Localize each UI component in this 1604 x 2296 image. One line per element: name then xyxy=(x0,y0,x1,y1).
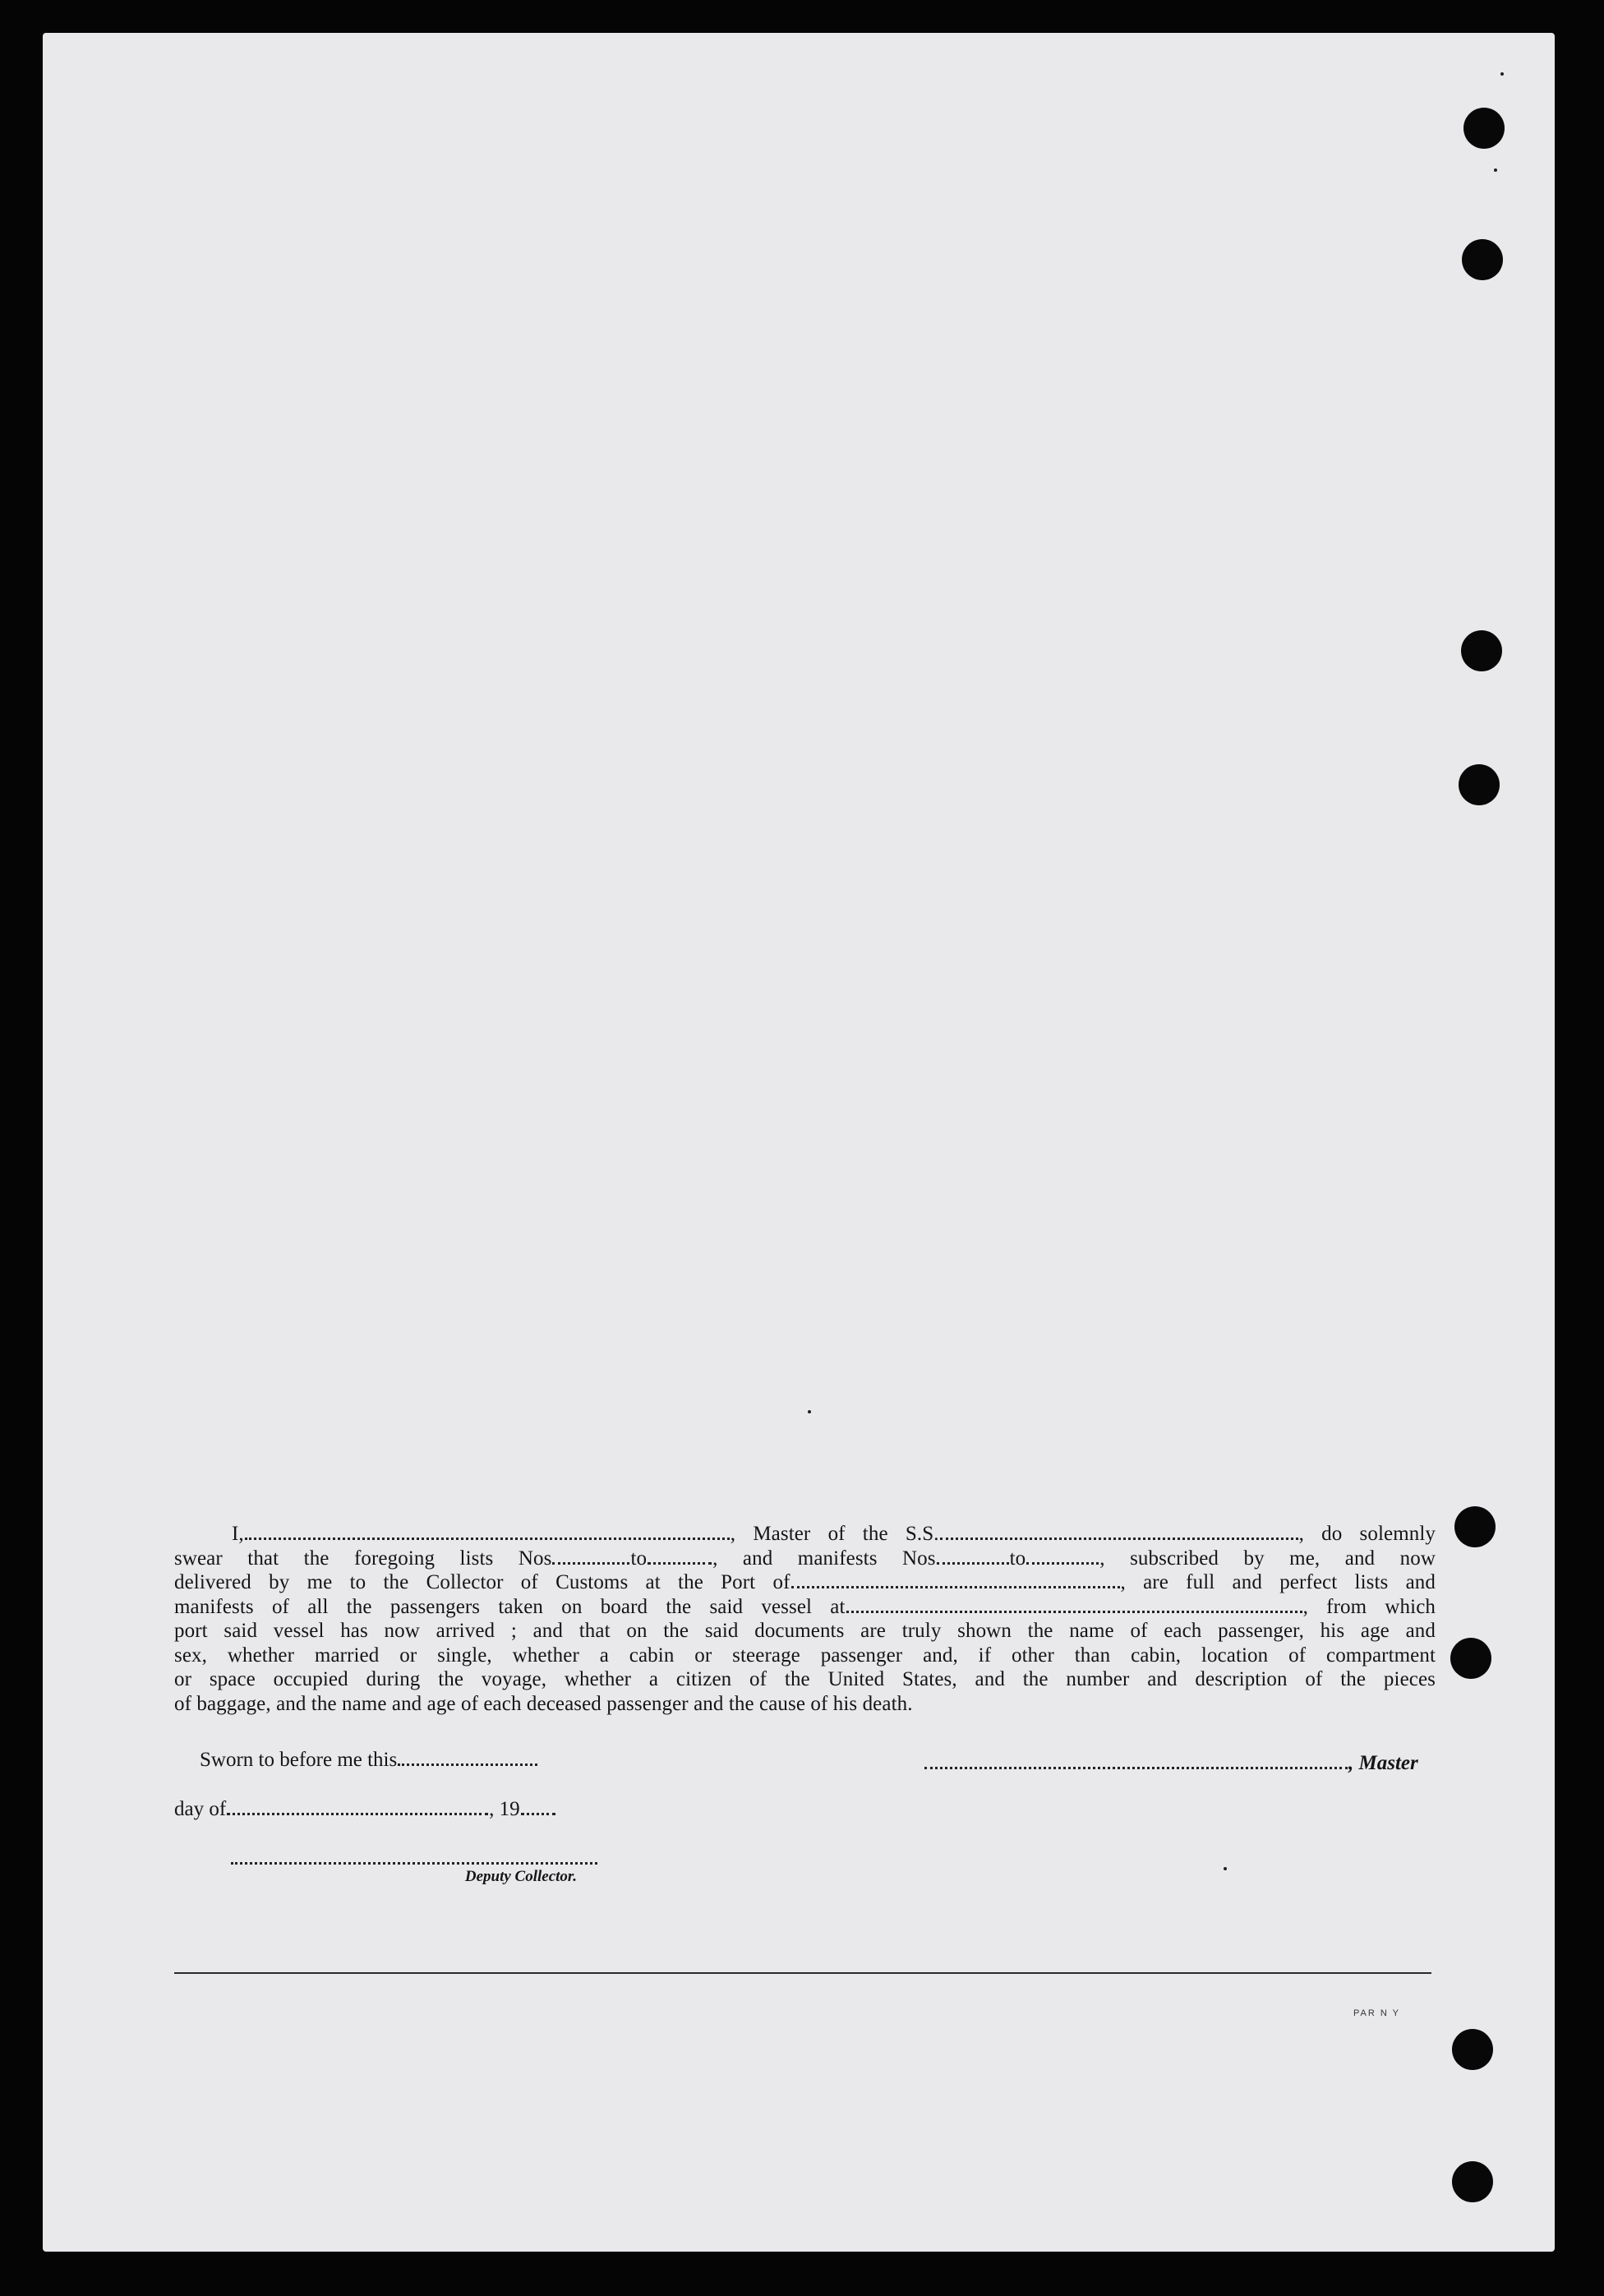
binder-hole xyxy=(1461,630,1502,671)
binder-hole xyxy=(1454,1506,1496,1547)
binder-hole xyxy=(1462,239,1503,280)
port-blank xyxy=(791,1573,1120,1588)
year-label: , 19 xyxy=(489,1798,520,1820)
oath-text: port said vessel has now arrived ; and that on the said documents are truly shown the name of each passenger, his age and xyxy=(174,1620,1436,1642)
oath-text: , Master of the S.S. xyxy=(730,1523,939,1545)
binder-hole xyxy=(1459,764,1500,805)
oath-text: swear that the foregoing lists Nos xyxy=(174,1547,552,1570)
deputy-signature-blank xyxy=(231,1849,597,1865)
sworn-line xyxy=(200,1749,538,1772)
list-from-blank xyxy=(552,1549,629,1565)
day-label: day of xyxy=(174,1798,227,1820)
bottom-rule xyxy=(174,1972,1431,1974)
oath-paragraph xyxy=(174,1522,1436,1716)
month-blank xyxy=(227,1800,488,1815)
binder-hole xyxy=(1452,2161,1493,2202)
day-line xyxy=(174,1798,556,1821)
sworn-label: Sworn to before me this xyxy=(200,1749,398,1771)
oath-text: , subscribed by me, and now xyxy=(1099,1547,1436,1570)
oath-text: or space occupied during the voyage, whether a citizen of the United States, and the number and description of the pieces xyxy=(174,1668,1436,1690)
embark-port-blank xyxy=(846,1598,1302,1613)
master-label: , Master xyxy=(1348,1752,1418,1774)
speck xyxy=(1224,1867,1227,1870)
oath-text: I, xyxy=(232,1523,244,1545)
printer-mark: PAR N Y xyxy=(1353,2008,1400,2018)
year-blank xyxy=(521,1800,555,1815)
vessel-blank xyxy=(940,1524,1298,1540)
oath-text: , do solemnly xyxy=(1298,1523,1436,1545)
oath-text: sex, whether married or single, whether a cabin or steerage passenger and, if other than cabin, location of compartment xyxy=(174,1644,1436,1667)
oath-text: to xyxy=(630,1547,648,1570)
list-to-blank xyxy=(648,1549,712,1565)
master-signature-line xyxy=(924,1752,1418,1775)
deputy-label: Deputy Collector. xyxy=(464,1868,577,1885)
manifest-to-blank xyxy=(1026,1549,1099,1565)
speck xyxy=(1500,72,1504,76)
binder-hole xyxy=(1463,108,1505,149)
oath-text: manifests of all the passengers taken on board the said vessel at xyxy=(174,1595,846,1618)
name-blank xyxy=(245,1524,730,1540)
speck xyxy=(1494,168,1497,172)
oath-text: of baggage, and the name and age of each deceased passenger and the cause of his death. xyxy=(174,1692,913,1715)
speck xyxy=(808,1410,811,1413)
oath-text: , from which xyxy=(1302,1595,1436,1618)
manifest-from-blank xyxy=(937,1549,1009,1565)
binder-hole xyxy=(1450,1638,1491,1679)
master-signature-blank xyxy=(924,1754,1348,1769)
form-page xyxy=(43,33,1555,2252)
oath-text: , are full and perfect lists and xyxy=(1120,1571,1436,1593)
deputy-signature-line xyxy=(230,1849,598,1886)
sworn-day-blank xyxy=(398,1750,537,1766)
oath-text: to xyxy=(1009,1547,1026,1570)
oath-text: delivered by me to the Collector of Customs at the Port of xyxy=(174,1571,790,1593)
binder-hole xyxy=(1452,2029,1493,2070)
oath-text: , and manifests Nos xyxy=(712,1547,936,1570)
